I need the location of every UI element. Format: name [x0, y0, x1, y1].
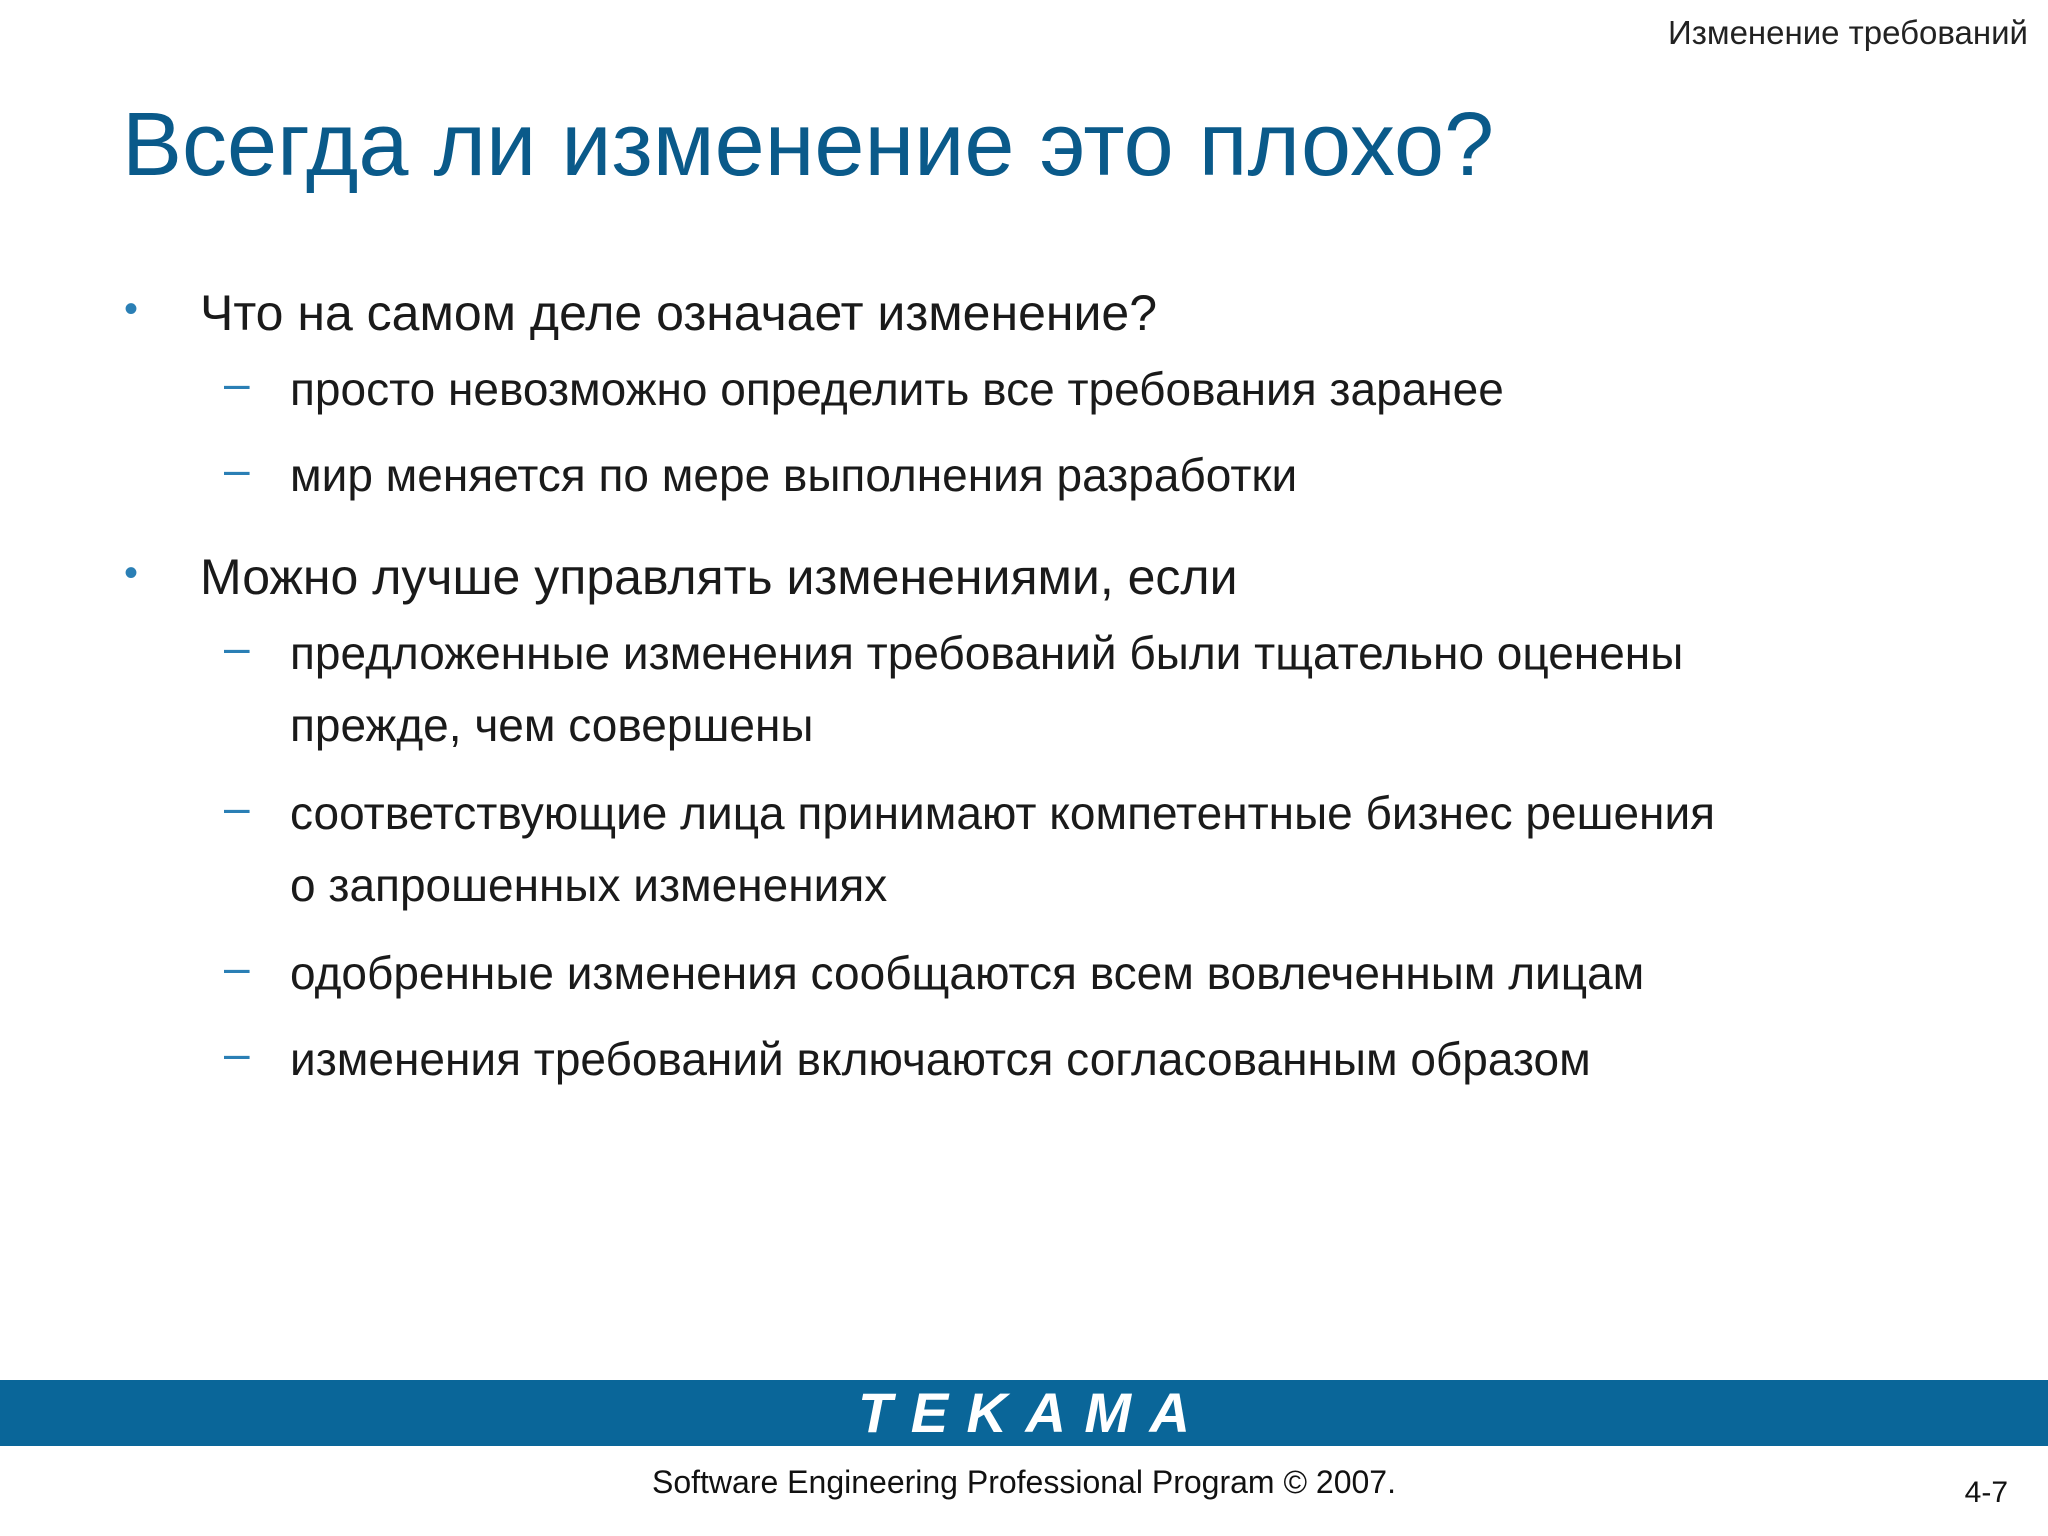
sub-item-text-continued: о запрошенных изменениях: [290, 859, 888, 911]
sub-item-text: мир меняется по мере выполнения разработки: [290, 449, 1298, 501]
section-label: Изменение требований: [1668, 14, 2028, 51]
sub-item-text: соответствующие лица принимают компетентные бизнес решения: [290, 787, 1716, 839]
slide-title: Всегда ли изменение это плохо?: [122, 95, 1495, 195]
dash-marker: –: [224, 1027, 250, 1079]
dash-marker: –: [224, 357, 250, 409]
dash-marker: –: [224, 941, 250, 993]
bullet-text: Что на самом деле означает изменение?: [200, 285, 1158, 341]
footer-bar: [0, 1380, 2048, 1446]
brand-logo-text: TEKAMA: [858, 1381, 1209, 1444]
dash-marker: –: [224, 443, 250, 495]
dash-marker: –: [224, 621, 250, 673]
bullet-text: Можно лучше управлять изменениями, если: [200, 549, 1238, 605]
page-number: 4-7: [1964, 1476, 2008, 1509]
bullet-marker: •: [124, 551, 139, 595]
dash-marker: –: [224, 781, 250, 833]
copyright-text: Software Engineering Professional Program © 2007.: [652, 1464, 1396, 1500]
sub-item-text: предложенные изменения требований были тщательно оценены: [290, 627, 1684, 679]
sub-item-text-continued: прежде, чем совершены: [290, 699, 814, 751]
sub-item-text: изменения требований включаются согласованным образом: [290, 1033, 1591, 1085]
sub-item-text: одобренные изменения сообщаются всем вовлеченным лицам: [290, 947, 1645, 999]
sub-item-text: просто невозможно определить все требования заранее: [290, 363, 1504, 415]
bullet-marker: •: [124, 287, 139, 331]
